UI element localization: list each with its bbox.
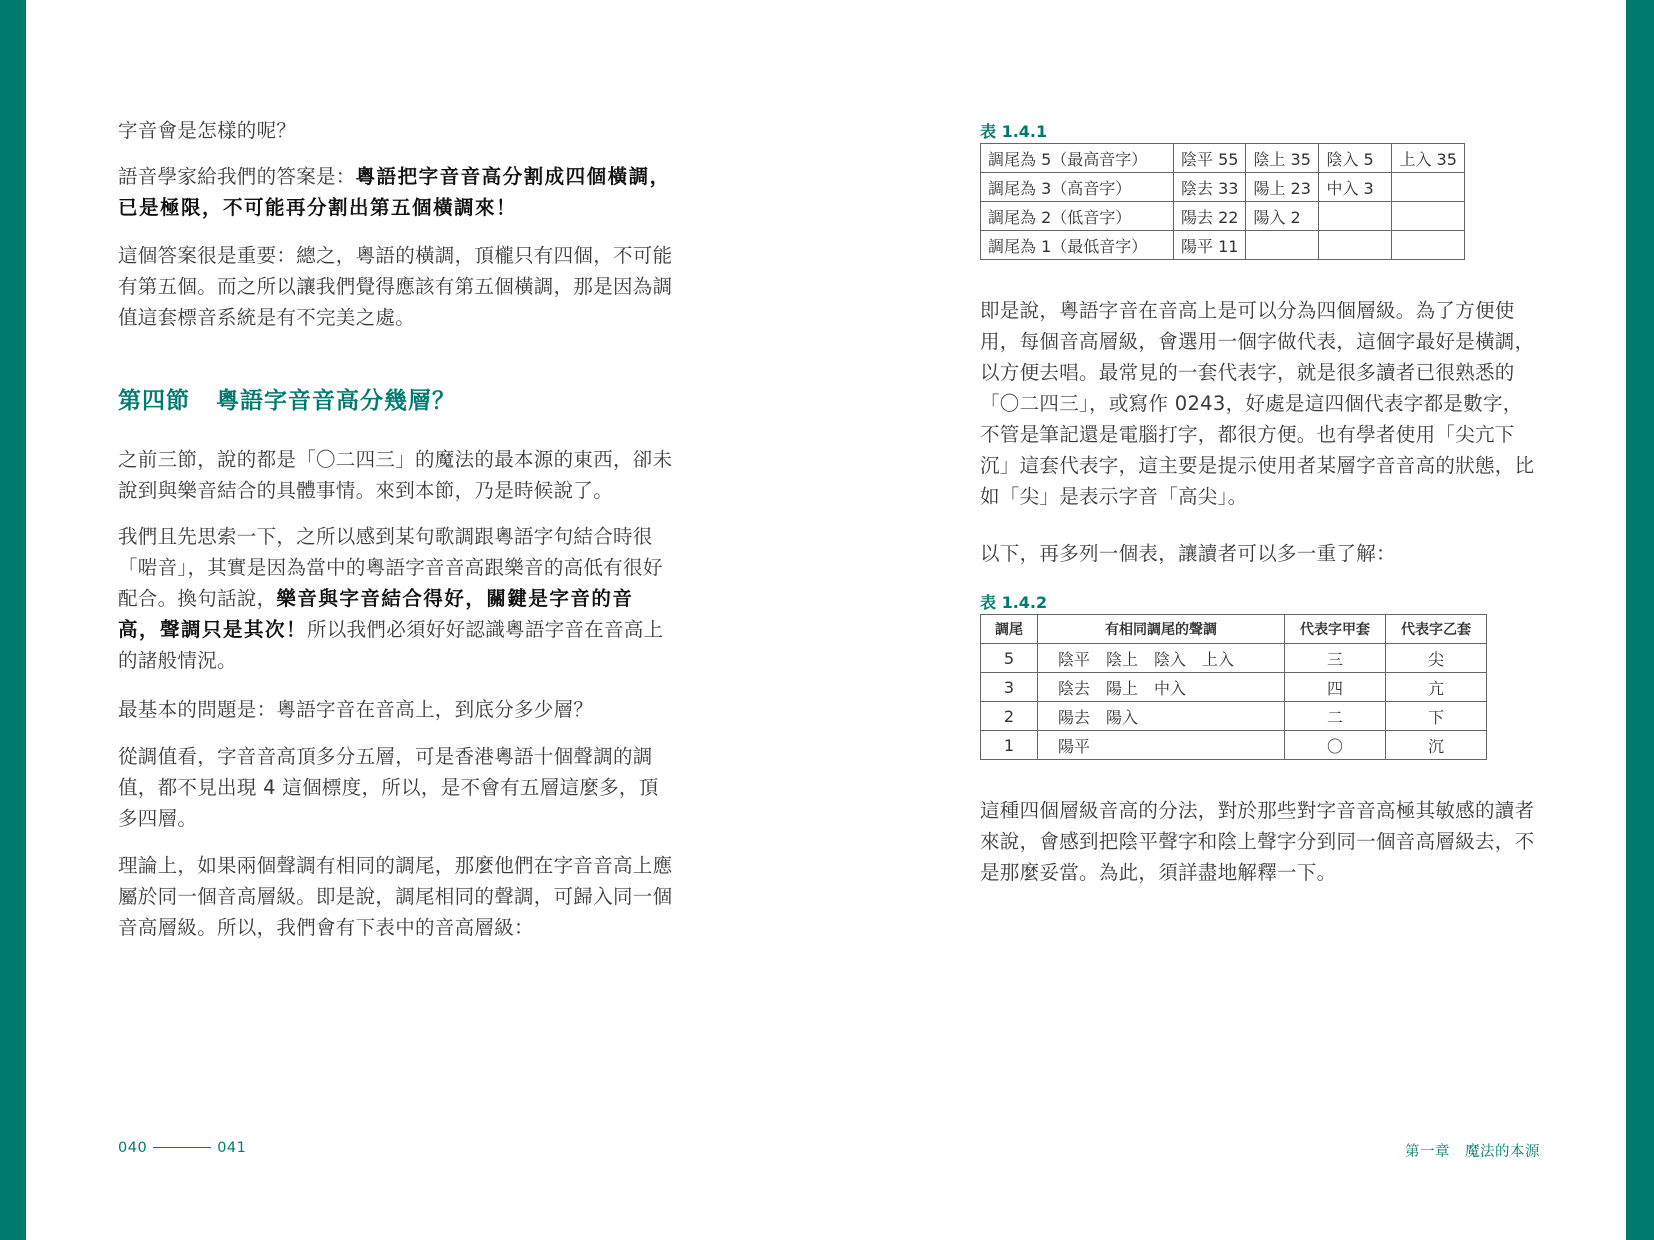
table-cell: 調尾為 1（最低音字） (981, 231, 1174, 260)
table-cell: 調尾為 5（最高音字） (981, 144, 1174, 173)
page-number-right: 041 (217, 1140, 247, 1156)
table-cell: 〇 (1285, 731, 1386, 760)
table-header-cell: 代表字乙套 (1386, 615, 1487, 644)
table-cell: 陰上 35 (1246, 144, 1319, 173)
paragraph: 字音會是怎樣的呢？ (118, 119, 297, 142)
table-cell: 陰平 55 (1174, 144, 1246, 173)
table-cell (1392, 202, 1464, 231)
paragraph: 最基本的問題是：粵語字音在音高上，到底分多少層？ (118, 698, 594, 721)
table-cell: 陰平 陰上 陰入 上入 (1038, 644, 1285, 673)
paragraph: 之前三節，說的都是「〇二四三」的魔法的最本源的東西，卻未說到與樂音結合的具體事情。來到本節，乃是時候說了。 (118, 448, 673, 502)
table-cell: 沉 (1386, 731, 1487, 760)
table-row (981, 644, 1487, 673)
table-row (981, 173, 1465, 202)
paragraph: 這種四個層級音高的分法，對於那些對字音音高極其敏感的讀者來說，會感到把陰平聲字和陰上聲字分到同一個音高層級去，不是那麼妥當。為此，須詳盡地解釋一下。 (980, 799, 1535, 884)
paragraph: 理論上，如果兩個聲調有相同的調尾，那麼他們在字音音高上應屬於同一個音高層級。即是說，調尾相同的聲調，可歸入同一個音高層級。所以，我們會有下表中的音高層級： (118, 854, 673, 939)
paragraph (118, 521, 673, 676)
running-footer-chapter: 第一章 魔法的本源 (1405, 1144, 1540, 1160)
table-cell: 陰入 5 (1319, 144, 1392, 173)
table-cell: 二 (1285, 702, 1386, 731)
table-row (981, 144, 1465, 173)
table-cell: 調尾為 3（高音字） (981, 173, 1174, 202)
table-cell: 上入 35 (1392, 144, 1464, 173)
table-caption: 表 1.4.2 (980, 593, 1048, 612)
table-row (981, 731, 1487, 760)
table-cell: 尖 (1386, 644, 1487, 673)
emphasis-text: 樂音與字音結合得好，關鍵是字音的音高，聲調只是其次！ (118, 587, 634, 641)
table-cell: 5 (981, 644, 1038, 673)
paragraph (118, 161, 673, 223)
table-cell: 陰去 33 (1174, 173, 1246, 202)
table-cell: 1 (981, 731, 1038, 760)
representative-chars-table (980, 614, 1487, 760)
table-cell: 亢 (1386, 673, 1487, 702)
paragraph: 以下，再多列一個表，讓讀者可以多一重了解： (980, 542, 1396, 565)
table-header-cell: 調尾 (981, 615, 1038, 644)
table-cell (1246, 231, 1319, 260)
table-cell: 下 (1386, 702, 1487, 731)
table-cell: 調尾為 2（低音字） (981, 202, 1174, 231)
table-cell: 陽平 (1038, 731, 1285, 760)
table-cell: 中入 3 (1319, 173, 1392, 202)
table-cell (1319, 202, 1392, 231)
table-cell (1319, 231, 1392, 260)
table-row (981, 231, 1465, 260)
table-cell: 2 (981, 702, 1038, 731)
page-number-divider (153, 1147, 211, 1148)
table-cell: 陰去 陽上 中入 (1038, 673, 1285, 702)
right-edge-bar (1626, 0, 1654, 1240)
table-cell: 三 (1285, 644, 1386, 673)
table-cell: 四 (1285, 673, 1386, 702)
left-edge-bar (0, 0, 26, 1240)
section-title: 粵語字音音高分幾層？ (216, 388, 456, 414)
page-number-left: 040 (118, 1140, 148, 1156)
table-header-cell: 代表字甲套 (1285, 615, 1386, 644)
table-cell: 陽去 陽入 (1038, 702, 1285, 731)
page-numbers (118, 1140, 246, 1156)
table-cell: 3 (981, 673, 1038, 702)
table-header-cell: 有相同調尾的聲調 (1038, 615, 1285, 644)
table-cell (1392, 173, 1464, 202)
table-row (981, 202, 1465, 231)
table-cell: 陽平 11 (1174, 231, 1246, 260)
section-number: 第四節 (118, 388, 190, 414)
text-run: 我們且先思索一下，之所以感到某句歌調跟粵語字句結合時很「啱音」，其實是因為當中的粵語字音音高跟樂音的高低有很好配合。換句話說， (118, 525, 663, 610)
table-caption: 表 1.4.1 (980, 122, 1048, 141)
table-row (981, 702, 1487, 731)
paragraph: 從調值看，字音音高頂多分五層，可是香港粵語十個聲調的調值，都不見出現 4 這個標度，所以，是不會有五層這麼多，頂多四層。 (118, 745, 659, 830)
paragraph: 即是說，粵語字音在音高上是可以分為四個層級。為了方便使用，每個音高層級，會選用一個字做代表，這個字最好是橫調，以方便去唱。最常見的一套代表字，就是很多讀者已很熟悉的「〇二四三」，或寫作 0243，好處是這四個代表字都是數字，不管是筆記還是電腦打字，都很方便。也有學者使用「尖亢下沉」這套代表字，這主要是提示使用者某層字音音高的狀態，比如「尖」是表示字音「高尖」。 (980, 299, 1535, 508)
table-cell: 陽上 23 (1246, 173, 1319, 202)
table-cell: 陽去 22 (1174, 202, 1246, 231)
paragraph: 這個答案很是重要：總之，粵語的橫調，頂櫳只有四個，不可能有第五個。而之所以讓我們覺得應該有第五個橫調，那是因為調值這套標音系統是有不完美之處。 (118, 244, 673, 329)
emphasis-text: 粵語把字音音高分割成四個橫調，已是極限，不可能再分割出第五個橫調來！ (118, 165, 671, 219)
table-cell (1392, 231, 1464, 260)
text-run: 所以我們必須好好認識粵語字音在音高上的諸般情況。 (118, 618, 664, 672)
text-run: 語音學家給我們的答案是： (118, 165, 356, 188)
table-cell: 陽入 2 (1246, 202, 1319, 231)
table-row (981, 673, 1487, 702)
pitch-level-table (980, 143, 1465, 260)
section-heading (118, 382, 456, 415)
